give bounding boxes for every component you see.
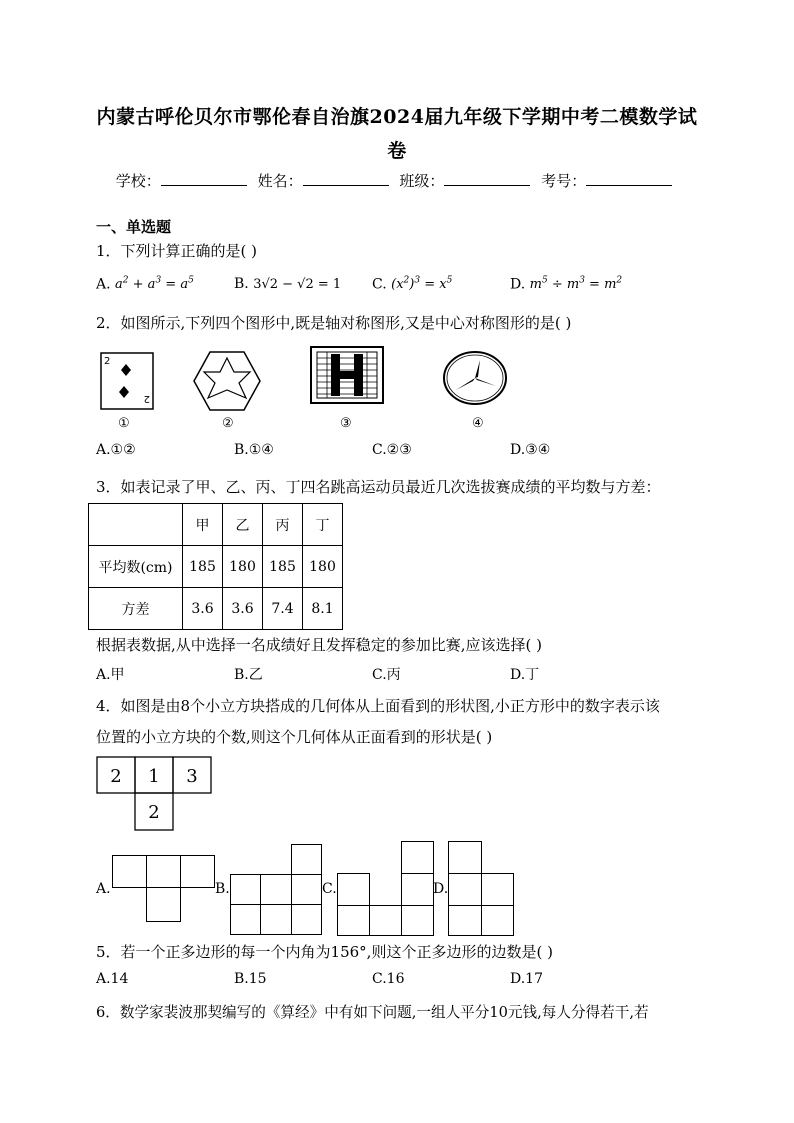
stats-table bbox=[88, 503, 343, 630]
table-row bbox=[89, 546, 343, 588]
name-label: 姓名： bbox=[257, 172, 303, 190]
table-cell: 7.4 bbox=[263, 588, 303, 630]
number-label: 考号： bbox=[541, 172, 587, 190]
q1-d-formula: $m^5 \div m^3 = m^2$ bbox=[529, 276, 623, 293]
q1-option-c[interactable]: C. $(x^2)^3 = x^5$ bbox=[372, 276, 453, 293]
q5-stem: 5．若一个正多边形的每一个内角为156°,则这个正多边形的边数是( ) bbox=[96, 943, 553, 961]
emblem-figure bbox=[442, 350, 508, 406]
q4-option-a-figure[interactable] bbox=[112, 855, 216, 923]
exam-title-line2: 卷 bbox=[387, 140, 407, 162]
q4-option-b-figure[interactable] bbox=[230, 844, 324, 936]
q5-option-d[interactable]: D.17 bbox=[510, 971, 543, 987]
q4-option-d-figure[interactable] bbox=[448, 841, 516, 937]
playing-card-figure bbox=[100, 352, 154, 410]
section-heading: 一、单选题 bbox=[96, 218, 172, 236]
class-blank[interactable] bbox=[444, 171, 530, 186]
table-cell: 180 bbox=[223, 546, 263, 588]
q4-stem-line1: 4．如图是由8个小立方块搭成的几何体从上面看到的形状图,小正方形中的数字表示该 bbox=[96, 697, 660, 715]
q1-b-formula: 3√2 − √2 bbox=[253, 277, 318, 292]
q4-option-a-label[interactable]: A. bbox=[96, 881, 111, 897]
table-row bbox=[89, 588, 343, 630]
table-header-row bbox=[89, 504, 343, 546]
grid-cell-number: 2 bbox=[110, 766, 122, 787]
table-header-cell bbox=[89, 504, 183, 546]
q2-option-b[interactable]: B.①④ bbox=[234, 442, 274, 458]
table-header-cell: 丙 bbox=[263, 504, 303, 546]
q2-option-a[interactable]: A.①② bbox=[96, 442, 136, 458]
fig-label-4: ④ bbox=[472, 416, 484, 431]
table-header-cell: 甲 bbox=[183, 504, 223, 546]
top-view-grid bbox=[96, 756, 214, 834]
grid-cell-number: 2 bbox=[148, 802, 160, 823]
table-cell: 3.6 bbox=[183, 588, 223, 630]
table-cell: 185 bbox=[183, 546, 223, 588]
q4-stem-line2: 位置的小立方块的个数,则这个几何体从正面看到的形状是( ) bbox=[96, 728, 493, 746]
q1-option-b[interactable]: B. 3√2 − √2 = 1 bbox=[234, 276, 342, 292]
table-cell: 8.1 bbox=[303, 588, 343, 630]
q2-option-d[interactable]: D.③④ bbox=[510, 442, 551, 458]
card-number-bottom: 2 bbox=[143, 393, 150, 404]
student-info-row bbox=[0, 170, 794, 191]
fig-label-3: ③ bbox=[340, 416, 352, 431]
hexagon-star-figure bbox=[192, 350, 262, 412]
q1-a-formula: $a^2 + a^3 = a^5$ bbox=[115, 276, 194, 293]
q2-option-c[interactable]: C.②③ bbox=[372, 442, 412, 458]
school-blank[interactable] bbox=[161, 171, 247, 186]
q3-option-d[interactable]: D.丁 bbox=[510, 667, 540, 683]
grid-cell-number: 3 bbox=[186, 766, 198, 787]
number-blank[interactable] bbox=[586, 171, 672, 186]
table-cell: 180 bbox=[303, 546, 343, 588]
school-label: 学校： bbox=[115, 172, 161, 190]
table-cell: 平均数(cm) bbox=[89, 546, 183, 588]
q3-option-a[interactable]: A.甲 bbox=[96, 667, 125, 683]
q3-stem: 3．如表记录了甲、乙、丙、丁四名跳高运动员最近几次选拔赛成绩的平均数与方差： bbox=[96, 478, 661, 496]
fig-label-2: ② bbox=[222, 416, 234, 431]
q1-stem: 1．下列计算正确的是( ) bbox=[96, 242, 258, 260]
q4-option-c-figure[interactable] bbox=[337, 841, 435, 937]
q4-option-c-label[interactable]: C. bbox=[322, 881, 337, 897]
q1-c-formula: $(x^2)^3 = x^5$ bbox=[391, 276, 453, 293]
q2-stem: 2．如图所示,下列四个图形中,既是轴对称图形,又是中心对称图形的是( ) bbox=[96, 314, 572, 332]
q6-stem: 6．数学家裴波那契编写的《算经》中有如下问题,一组人平分10元钱,每人分得若干,若 bbox=[96, 1004, 649, 1021]
q5-option-a[interactable]: A.14 bbox=[96, 971, 129, 987]
name-blank[interactable] bbox=[303, 171, 389, 186]
q1-option-a[interactable]: A. $a^2 + a^3 = a^5$ bbox=[96, 276, 194, 293]
q4-option-d-label[interactable]: D. bbox=[433, 881, 449, 897]
table-header-cell: 乙 bbox=[223, 504, 263, 546]
h-grid-figure bbox=[310, 346, 384, 404]
q3-option-c[interactable]: C.丙 bbox=[372, 667, 401, 683]
table-cell: 185 bbox=[263, 546, 303, 588]
q3-follow-text: 根据表数据,从中选择一名成绩好且发挥稳定的参加比赛,应该选择( ) bbox=[96, 636, 543, 654]
q5-option-c[interactable]: C.16 bbox=[372, 971, 405, 987]
fig-label-1: ① bbox=[118, 416, 130, 431]
table-cell: 3.6 bbox=[223, 588, 263, 630]
q1-option-d[interactable]: D. $m^5 \div m^3 = m^2$ bbox=[510, 276, 623, 293]
grid-cell-number: 1 bbox=[148, 766, 160, 787]
table-cell: 方差 bbox=[89, 588, 183, 630]
card-number-top: 2 bbox=[104, 356, 111, 367]
q5-option-b[interactable]: B.15 bbox=[234, 971, 267, 987]
exam-title-line1: 内蒙古呼伦贝尔市鄂伦春自治旗2024届九年级下学期中考二模数学试 bbox=[96, 106, 698, 128]
class-label: 班级： bbox=[399, 172, 445, 190]
q4-option-b-label[interactable]: B. bbox=[215, 881, 230, 897]
table-header-cell: 丁 bbox=[303, 504, 343, 546]
q3-option-b[interactable]: B.乙 bbox=[234, 667, 263, 683]
